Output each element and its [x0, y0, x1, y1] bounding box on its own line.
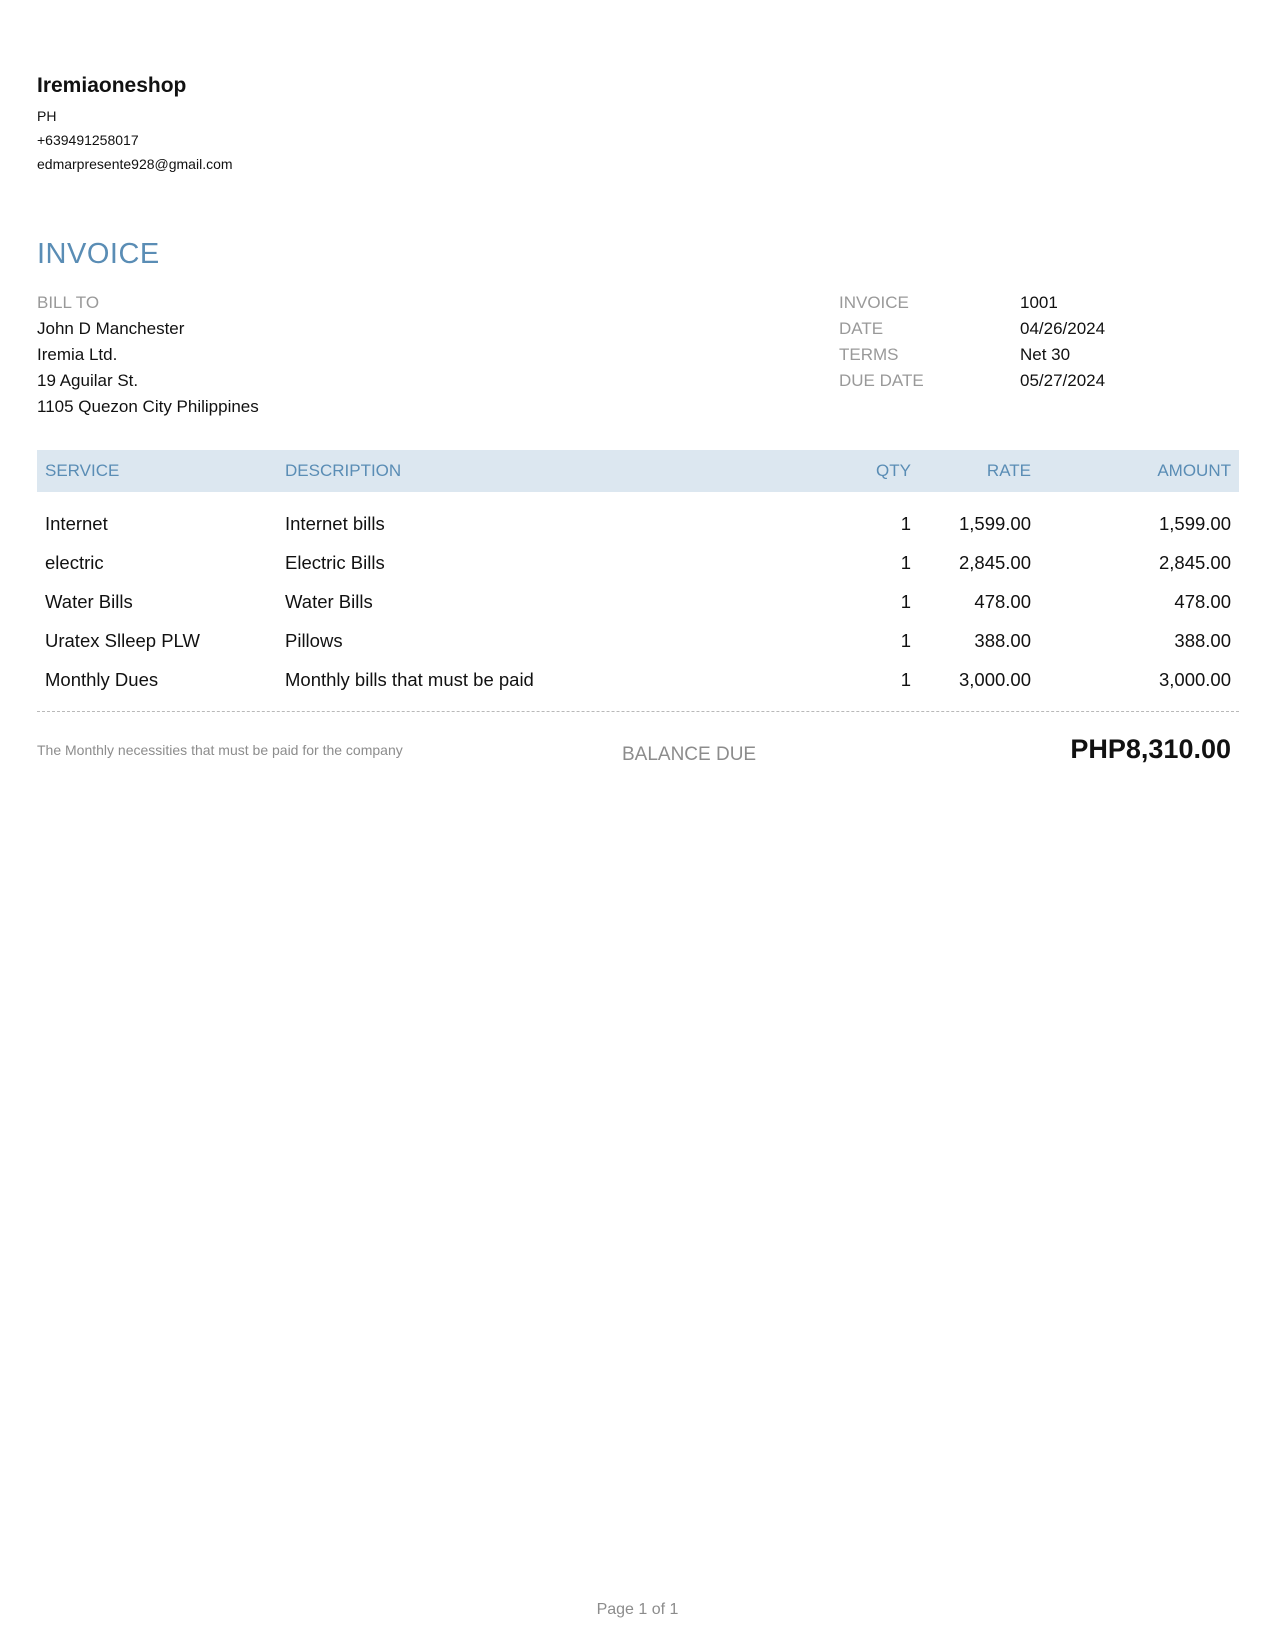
dashed-divider [37, 711, 1239, 712]
meta-row-date [839, 316, 1105, 342]
cell-rate: 1,599.00 [958, 512, 1031, 534]
meta-row-due-date [839, 368, 1105, 394]
cell-rate: 478.00 [974, 590, 1031, 612]
cell-rate: 3,000.00 [958, 668, 1031, 690]
balance-due-amount: PHP8,310.00 [1070, 734, 1231, 764]
cell-qty: 1 [900, 590, 911, 612]
company-email: edmarpresente928@gmail.com [37, 156, 233, 172]
meta-value: 1001 [1020, 293, 1058, 312]
company-phone: +639491258017 [37, 132, 139, 148]
cell-service: electric [45, 551, 104, 573]
cell-description: Internet bills [285, 512, 385, 534]
cell-description: Monthly bills that must be paid [285, 668, 534, 690]
cell-qty: 1 [900, 629, 911, 651]
meta-label: DATE [839, 319, 884, 338]
cell-amount: 1,599.00 [1158, 512, 1231, 534]
bill-to-street: 19 Aguilar St. [37, 371, 139, 390]
company-header [37, 73, 233, 176]
invoice-title: INVOICE [37, 238, 160, 270]
header-service: SERVICE [45, 461, 120, 480]
cell-rate: 2,845.00 [958, 551, 1031, 573]
cell-rate: 388.00 [974, 629, 1031, 651]
meta-label: DUE DATE [839, 371, 924, 390]
header-description: DESCRIPTION [285, 461, 402, 480]
cell-description: Electric Bills [285, 551, 385, 573]
meta-row-invoice [839, 290, 1105, 316]
header-rate: RATE [986, 461, 1031, 480]
table-row [37, 504, 1239, 543]
header-amount: AMOUNT [1157, 461, 1231, 480]
table-row [37, 543, 1239, 582]
cell-amount: 478.00 [1174, 590, 1231, 612]
meta-row-terms [839, 342, 1105, 368]
table-row [37, 660, 1239, 699]
cell-amount: 388.00 [1174, 629, 1231, 651]
cell-description: Pillows [285, 629, 343, 651]
table-row [37, 582, 1239, 621]
header-qty: QTY [876, 461, 911, 480]
cell-amount: 2,845.00 [1158, 551, 1231, 573]
invoice-note: The Monthly necessities that must be paid for the company [37, 742, 403, 758]
company-country: PH [37, 108, 57, 124]
meta-value: Net 30 [1020, 345, 1071, 364]
cell-service: Water Bills [45, 590, 133, 612]
company-name: Iremiaoneshop [37, 74, 187, 97]
meta-label: TERMS [839, 345, 899, 364]
cell-qty: 1 [900, 551, 911, 573]
meta-label: INVOICE [839, 293, 909, 312]
table-row [37, 621, 1239, 660]
invoice-meta [839, 290, 1105, 394]
cell-amount: 3,000.00 [1158, 668, 1231, 690]
bill-to-label: BILL TO [37, 293, 100, 312]
cell-service: Uratex Slleep PLW [45, 629, 200, 651]
bill-to-name: John D Manchester [37, 319, 185, 338]
balance-due-label: BALANCE DUE [622, 744, 757, 765]
meta-value: 04/26/2024 [1020, 319, 1106, 338]
cell-service: Monthly Dues [45, 668, 159, 690]
table-header-row [37, 450, 1239, 492]
cell-qty: 1 [900, 668, 911, 690]
bill-to-block [37, 290, 259, 420]
bill-to-company: Iremia Ltd. [37, 345, 118, 364]
cell-qty: 1 [900, 512, 911, 534]
cell-service: Internet [45, 512, 108, 534]
cell-description: Water Bills [285, 590, 373, 612]
bill-to-city: 1105 Quezon City Philippines [37, 397, 259, 416]
line-items-table [37, 450, 1239, 699]
meta-value: 05/27/2024 [1020, 371, 1106, 390]
page-number: Page 1 of 1 [596, 1601, 679, 1618]
